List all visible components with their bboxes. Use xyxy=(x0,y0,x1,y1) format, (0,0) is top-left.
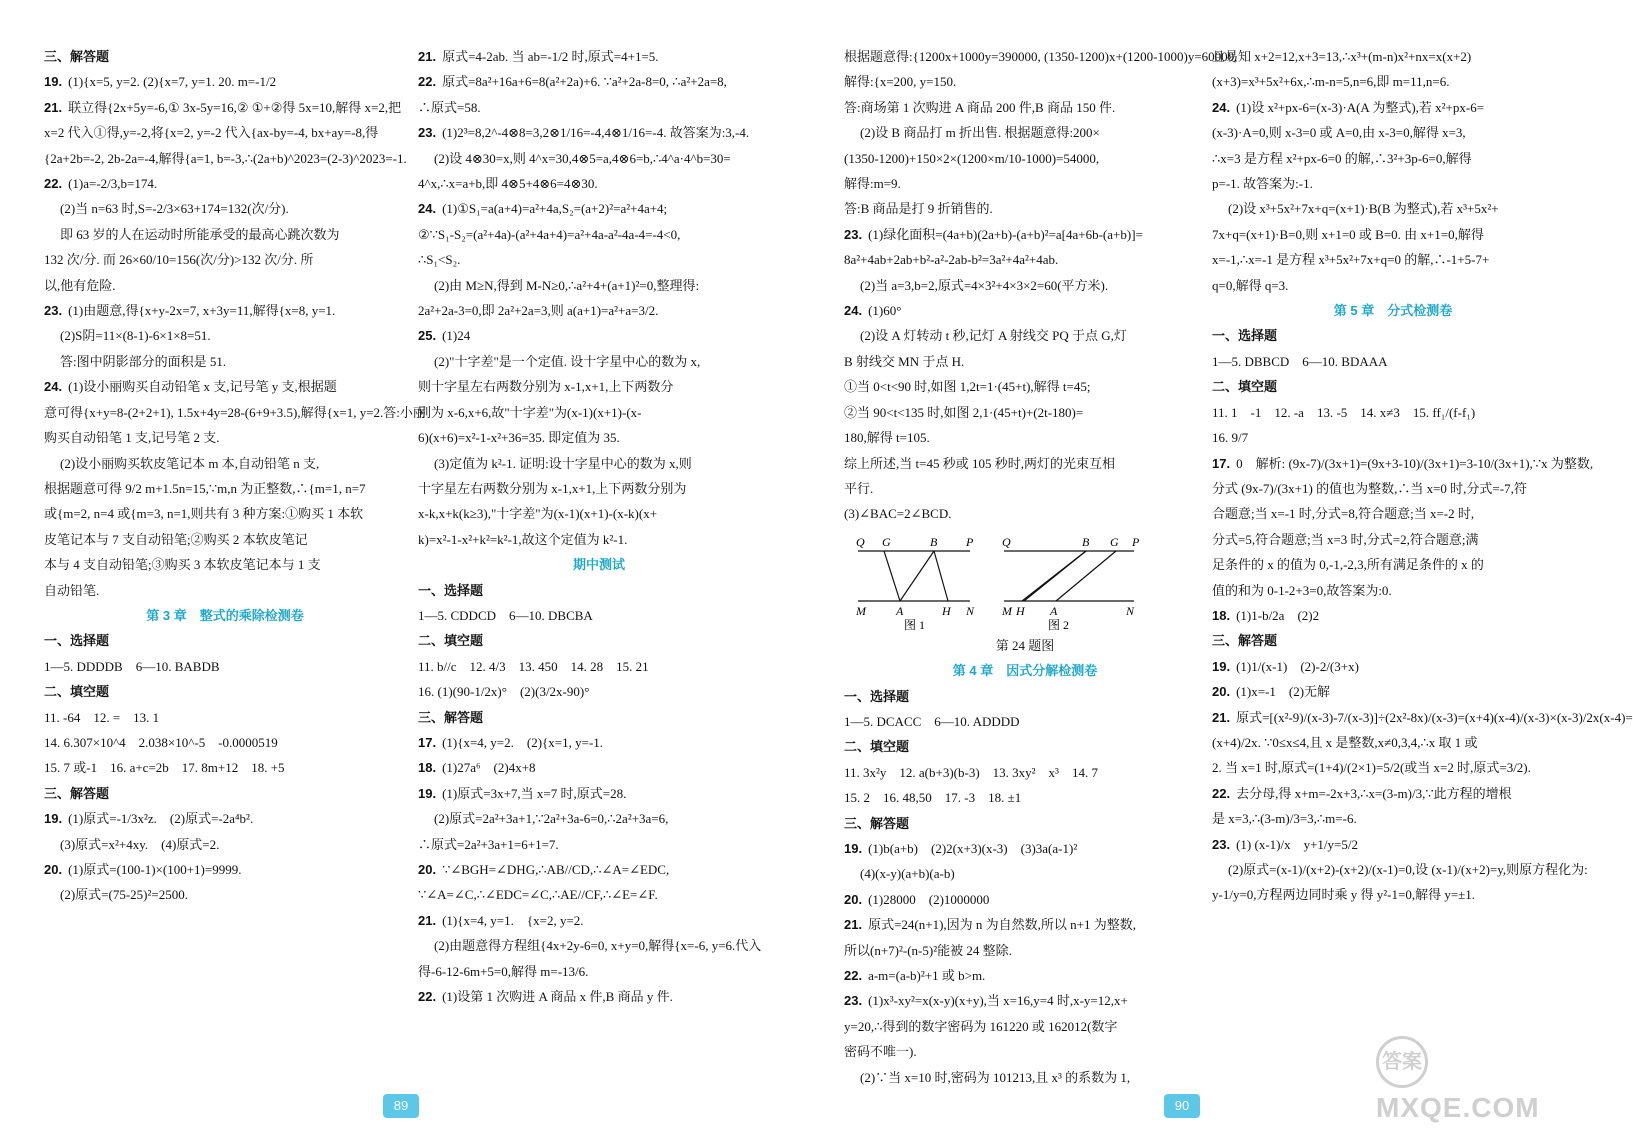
geometry-diagram xyxy=(844,531,1164,631)
question-number: 23. xyxy=(844,226,863,242)
question-line xyxy=(418,755,780,780)
answer-line: p=-1. 故答案为:-1. xyxy=(1212,176,1313,192)
answer-text: (1)28000 (2)1000000 xyxy=(868,891,990,907)
figure-question-24 xyxy=(844,531,1206,631)
answer-line: 所以(n+7)²-(n-5)²能被 24 整除. xyxy=(844,942,1012,958)
fig1-point-label: H xyxy=(942,603,951,618)
answer-line: 或{m=2, n=4 或{m=3, n=1,则共有 3 种方案:①购买 1 本软 xyxy=(44,506,364,522)
chapter-title: 期中测试 xyxy=(572,557,625,573)
fig1-point-label: G xyxy=(882,534,891,549)
question-number: 21. xyxy=(1212,709,1231,725)
answer-text: 原式=[(x²-9)/(x-3)-7/(x-3)]÷(2x²-8x)/(x-3)=(x+4)(x-4)/(x-3)×(x-3)/2x(x-4)= xyxy=(1236,709,1633,725)
answer-line: 15. 7 或-1 16. a+c=2b 17. 8m+12 18. +5 xyxy=(44,760,285,776)
answer-text: (1)27a⁶ (2)4x+8 xyxy=(442,760,536,776)
answer-line: 4^x,∴x=a+b,即 4⊗5+4⊗6=4⊗30. xyxy=(418,176,598,192)
answer-text: a-m=(a-b)²+1 或 b>m. xyxy=(868,968,986,983)
answer-text: (1)2³=8,2^-4⊗8=3,2⊗1/16=-4,4⊗1/16=-4. 故答案为:3,-4. xyxy=(442,125,750,141)
question-number: 25. xyxy=(418,328,437,344)
answer-line: ②∵S₁-S₂=(a²+4a)-(a²+4a+4)=a²+4a-a²-4a-4=-4<0, xyxy=(418,226,681,242)
answer-line: 2a²+2a-3=0,即 2a²+2a=3,则 a(a+1)=a²+a=3/2. xyxy=(418,303,659,319)
answer-text: (1)设小丽购买自动铅笔 x 支,记号笔 y 支,根据题 xyxy=(68,379,337,395)
chapter-title: 第 5 章 分式检测卷 xyxy=(1333,303,1453,319)
section-heading: 二、填空题 xyxy=(1212,379,1278,395)
answer-text: (1)原式=-1/3x²z. (2)原式=-2a⁴b². xyxy=(68,811,267,827)
answer-line: 答:图中阴影部分的面积是 51. xyxy=(60,353,227,369)
page-number-right: 90 xyxy=(1164,1094,1200,1118)
question-line xyxy=(418,323,780,348)
answer-line: (2)设 4⊗30=x,则 4^x=30,4⊗5=a,4⊗6=b,∴4^a·4^b=30= xyxy=(434,150,731,166)
answer-line: 答:商场第 1 次购进 A 商品 200 件,B 商品 150 件. xyxy=(844,99,1116,115)
answer-text: (1)设第 1 次购进 A 商品 x 件,B 商品 y 件. xyxy=(442,989,673,1005)
answer-text: (1){x=4, y=1. {x=2, y=2. xyxy=(442,912,584,928)
question-line xyxy=(1212,654,1574,679)
answer-line: 根据题意可得 9/2 m+1.5n=15,∵m,n 为正整数,∴{m=1, n=7 xyxy=(44,480,366,496)
answer-line: 即 63 岁的人在运动时所能承受的最高心跳次数为 xyxy=(60,226,340,242)
answer-line: 16. (1)(90-1/2x)° (2)(3/2x-90)° xyxy=(418,684,590,700)
answer-text: (1)1/(x-1) (2)-2/(3+x) xyxy=(1236,658,1359,674)
section-heading: 三、解答题 xyxy=(1212,633,1278,649)
question-number: 18. xyxy=(1212,607,1231,623)
answer-line: (2)S阴=11×(8-1)-6×1×8=51. xyxy=(60,328,211,344)
answer-line: (2)设 x³+5x²+7x+q=(x+1)·B(B 为整式),若 x³+5x²+ xyxy=(1228,201,1499,217)
fig1-ray-ga xyxy=(884,551,900,601)
answer-text: (1)绿化面积=(4a+b)(2a+b)-(a+b)²=a[4a+6b-(a+b)]= xyxy=(868,226,1143,242)
question-number: 20. xyxy=(418,862,437,877)
question-number: 24. xyxy=(844,303,863,319)
answer-text: 原式=4-2ab. 当 ab=-1/2 时,原式=4+1=5. xyxy=(442,49,659,64)
question-line xyxy=(844,298,1206,323)
figure-caption: 第 24 题图 xyxy=(995,637,1055,653)
fig1-point-label: Q xyxy=(856,534,865,549)
answer-line: 综上所述,当 t=45 秒或 105 秒时,两灯的光束互相 xyxy=(844,455,1115,471)
question-line xyxy=(1212,832,1574,857)
answer-line: 11. 3x²y 12. a(b+3)(b-3) 13. 3xy² x³ 14. 7 xyxy=(844,764,1098,780)
answer-line: ∴原式=58. xyxy=(418,99,481,115)
answer-line: ②当 90<t<135 时,如图 2,1·(45+t)+(2t-180)= xyxy=(844,404,1084,420)
question-line xyxy=(1212,679,1574,704)
answer-text: (1)x=-1 (2)无解 xyxy=(1236,684,1331,700)
section-heading: 三、解答题 xyxy=(44,49,110,64)
answer-line: (2)原式=(x-1)/(x+2)-(x+2)/(x-1)=0,设 (x-1)/(x+2)=y,则原方程化为: xyxy=(1228,862,1588,877)
answer-line: 密码不唯一). xyxy=(844,1044,917,1060)
answer-line: k)=x²-1-x²+k²=k²-1,故这个定值为 k²-1. xyxy=(418,531,628,547)
question-line xyxy=(418,120,780,145)
answer-text: (1)a=-2/3,b=174. xyxy=(68,176,158,192)
answer-text: ∵∠BGH=∠DHG,∴AB//CD,∴∠A=∠EDC, xyxy=(442,862,670,877)
fig2-point-label: H xyxy=(1016,603,1025,618)
answer-line: (2)设 B 商品打 m 折出售. 根据题意得:200× xyxy=(860,125,1100,141)
fig2-ray-b xyxy=(1024,551,1086,601)
answer-line: 11. b//c 12. 4/3 13. 450 14. 28 15. 21 xyxy=(418,658,649,674)
question-number: 19. xyxy=(418,785,437,801)
fig2-point-label: N xyxy=(1126,603,1135,618)
question-line xyxy=(44,69,406,94)
fig2-ray-ag xyxy=(1056,551,1116,601)
section-heading: 三、解答题 xyxy=(44,785,110,801)
question-line xyxy=(44,298,406,323)
answer-line: 值的和为 0-1-2+3=0,故答案为:0. xyxy=(1212,582,1392,598)
question-line xyxy=(844,836,1206,861)
answer-text: (1)设 x²+px-6=(x-3)·A(A 为整式),若 x²+px-6= xyxy=(1236,99,1485,115)
answer-line: 16. 9/7 xyxy=(1212,430,1249,446)
question-line xyxy=(44,95,406,120)
column-4 xyxy=(1212,44,1633,1084)
answer-line: 平行. xyxy=(844,480,874,496)
answer-line: (3)∠BAC=2∠BCD. xyxy=(844,506,952,522)
answer-line: 合题意;当 x=-1 时,分式=8,符合题意;当 x=-2 时, xyxy=(1212,506,1475,522)
answer-text: (1)24 xyxy=(442,328,471,344)
section-heading: 三、解答题 xyxy=(844,815,910,831)
question-number: 23. xyxy=(44,303,63,319)
section-heading: 一、选择题 xyxy=(1212,328,1278,344)
question-line xyxy=(1212,95,1574,120)
answer-line: 132 次/分. 而 26×60/10=156(次/分)>132 次/分. 所 xyxy=(44,252,314,268)
answer-line: 2. 当 x=1 时,原式=(1+4)/(2×1)=5/2(或当 x=2 时,原式=3/2). xyxy=(1212,760,1531,776)
answer-line: 1—5. DCACC 6—10. ADDDD xyxy=(844,713,1020,729)
fig1-caption: 图 1 xyxy=(904,617,926,632)
section-heading: 二、填空题 xyxy=(44,684,110,700)
question-number: 20. xyxy=(1212,684,1231,700)
chapter-title: 第 4 章 因式分解检测卷 xyxy=(952,663,1098,679)
answer-line: 解得:m=9. xyxy=(844,176,901,192)
question-number: 21. xyxy=(418,912,437,928)
answer-text: 原式=24(n+1),因为 n 为自然数,所以 n+1 为整数, xyxy=(868,917,1136,933)
answer-line: 7x+q=(x+1)·B=0,则 x+1=0 或 B=0. 由 x+1=0,解得 xyxy=(1212,226,1484,242)
answer-line: q=0,解得 q=3. xyxy=(1212,277,1289,293)
question-number: 19. xyxy=(1212,658,1231,674)
question-number: 23. xyxy=(1212,836,1231,852)
answer-text: (1)b(a+b) (2)2(x+3)(x-3) (3)3a(a-1)² xyxy=(868,840,1078,856)
answer-line: 本与 4 支自动铅笔;③购买 3 本软皮笔记本与 1 支 xyxy=(44,557,321,573)
answer-text: (1)60° xyxy=(868,303,902,319)
answer-line: 购买自动铅笔 1 支,记号笔 2 支. xyxy=(44,430,220,446)
question-line xyxy=(418,44,780,69)
column-1 xyxy=(44,44,426,1084)
answer-line: (3)定值为 k²-1. 证明:设十字星中心的数为 x,则 xyxy=(434,455,692,471)
question-line xyxy=(1212,781,1574,806)
fig1-point-label: A xyxy=(896,603,904,618)
question-number: 22. xyxy=(44,176,63,192)
question-number: 19. xyxy=(44,74,63,90)
question-line xyxy=(418,908,780,933)
question-line xyxy=(844,887,1206,912)
fig1-point-label: P xyxy=(966,534,974,549)
answer-line: (x+3)=x³+5x²+6x,∴m-n=5,n=6,即 m=11,n=6. xyxy=(1212,74,1450,90)
answer-line: 自动铅笔. xyxy=(44,582,100,598)
fig2-point-label: G xyxy=(1110,534,1119,549)
question-line xyxy=(1212,705,1633,730)
answer-line: 1—5. DBBCD 6—10. BDAAA xyxy=(1212,353,1388,369)
answer-line: B 射线交 MN 于点 H. xyxy=(844,353,965,369)
answer-line: (2)当 n=63 时,S=-2/3×63+174=132(次/分). xyxy=(60,201,289,217)
answer-line: 以,他有危险. xyxy=(44,277,116,293)
answer-line: (2)∵当 x=10 时,密码为 101213,且 x³ 的系数为 1, xyxy=(860,1069,1131,1085)
answer-line: 6)(x+6)=x²-1-x²+36=35. 即定值为 35. xyxy=(418,430,620,446)
answer-line: 11. -64 12. = 13. 1 xyxy=(44,709,160,725)
answer-line: (2)原式=2a²+3a+1,∵2a²+3a-6=0,∴2a²+3a=6, xyxy=(434,811,669,827)
answer-line: (2)由题意得方程组{4x+2y-6=0, x+y=0,解得{x=-6, y=6.代入 xyxy=(434,938,762,954)
section-heading: 二、填空题 xyxy=(418,633,484,649)
question-line xyxy=(418,730,780,755)
question-number: 17. xyxy=(1212,455,1231,471)
answer-line: 十字星左右两数分别为 x-1,x+1,上下两数分别为 xyxy=(418,480,687,496)
question-line xyxy=(418,857,780,882)
answer-text: (1){x=5, y=2. (2){x=7, y=1. 20. m=-1/2 xyxy=(68,74,277,90)
answer-line: x=-1,∴x=-1 是方程 x³+5x²+7x+q=0 的解,∴-1+5-7+ xyxy=(1212,252,1490,268)
answer-line: 1—5. CDDCD 6—10. DBCBA xyxy=(418,607,593,623)
question-number: 22. xyxy=(844,968,863,983)
question-number: 19. xyxy=(844,840,863,856)
column-2 xyxy=(418,44,780,1084)
question-number: 22. xyxy=(418,989,437,1005)
answer-line: (2)设 A 灯转动 t 秒,记灯 A 射线交 PQ 于点 G,灯 xyxy=(860,328,1127,344)
section-heading: 一、选择题 xyxy=(844,688,910,704)
question-number: 23. xyxy=(844,993,863,1009)
answer-line: x=2 代入①得,y=-2,将{x=2, y=-2 代入{ax-by=-4, bx+ay=-8,得 xyxy=(44,125,379,141)
answer-line: 则十字星左右两数分别为 x-1,x+1,上下两数分 xyxy=(418,379,674,395)
question-line xyxy=(844,222,1206,247)
answer-line: ∴x=3 是方程 x²+px-6=0 的解,∴3²+3p-6=0,解得 xyxy=(1212,150,1472,166)
question-line xyxy=(418,984,780,1009)
section-heading: 一、选择题 xyxy=(418,582,484,598)
answer-line: 根据题意得:{1200x+1000y=390000, (1350-1200)x+(1200-1000)y=60000, xyxy=(844,49,1238,64)
fig1-point-label: M xyxy=(856,603,866,618)
answer-text: 0 解析: (9x-7)/(3x+1)=(9x+3-10)/(3x+1)=3-10/(3x+1),∵x 为整数, xyxy=(1236,455,1594,471)
fig1-ray-bh xyxy=(934,551,948,601)
question-number: 21. xyxy=(844,917,863,933)
watermark xyxy=(1376,1036,1596,1128)
question-line xyxy=(844,988,1206,1013)
fig1-point-label: N xyxy=(966,603,975,618)
question-line xyxy=(44,857,406,882)
watermark-badge: 答案 xyxy=(1376,1036,1428,1088)
question-line xyxy=(44,806,406,831)
question-line xyxy=(418,196,780,221)
fig2-point-label: B xyxy=(1082,534,1090,549)
answer-line: 分式=5,符合题意;当 x=3 时,分式=2,符合题意;满 xyxy=(1212,531,1479,547)
question-line xyxy=(844,912,1206,937)
answer-line: 别为 x-6,x+6,故"十字差"为(x-1)(x+1)-(x- xyxy=(418,404,642,420)
answer-line: (2)原式=(75-25)²=2500. xyxy=(60,887,188,903)
answer-text: (1)原式=(100-1)×(100+1)=9999. xyxy=(68,862,242,877)
answer-line: 答:B 商品是打 9 折销售的. xyxy=(844,201,993,217)
answer-line: y=20,∴得到的数字密码为 161220 或 162012(数字 xyxy=(844,1018,1118,1034)
question-number: 19. xyxy=(44,811,63,827)
fig2-point-label: Q xyxy=(1002,534,1011,549)
answer-line: ∴S₁<S₂. xyxy=(418,252,461,268)
watermark-url: MXQE.COM xyxy=(1376,1092,1540,1123)
answer-line: {2a+2b=-2, 2b-2a=-4,解得{a=1, b=-3,∴(2a+b)^2023=(2-3)^2023=-1. xyxy=(44,150,407,166)
question-number: 21. xyxy=(44,99,63,115)
question-line xyxy=(418,781,780,806)
answer-line: 皮笔记本与 7 支自动铅笔;②购买 2 本软皮笔记 xyxy=(44,531,308,547)
answer-line: 是 x=3,∴(3-m)/3=3,∴m=-6. xyxy=(1212,811,1357,827)
answer-line: (x-3)·A=0,则 x-3=0 或 A=0,由 x-3=0,解得 x=3, xyxy=(1212,125,1466,141)
question-number: 20. xyxy=(44,862,63,877)
answer-line: 8a²+4ab+2ab+b²-a²-2ab-b²=3a²+4a²+4ab. xyxy=(844,252,1059,268)
answer-text: (1)原式=3x+7,当 x=7 时,原式=28. xyxy=(442,785,627,801)
answer-line: 得-6-12-6m+5=0,解得 m=-13/6. xyxy=(418,963,589,979)
answer-line: (2)设小丽购买软皮笔记本 m 本,自动铅笔 n 支, xyxy=(60,455,320,471)
page-number-left: 89 xyxy=(383,1094,419,1118)
answer-line: (2)由 M≥N,得到 M-N≥0,∴a²+4+(a+1)²=0,整理得: xyxy=(434,277,700,293)
question-line xyxy=(44,374,406,399)
fig2-point-label: A xyxy=(1050,603,1058,618)
answer-line: 意可得{x+y=8-(2+2+1), 1.5x+4y=28-(6+9+3.5),解得{x=1, y=2.答:小丽 xyxy=(44,404,426,420)
answer-text: (1)1-b/2a (2)2 xyxy=(1236,607,1320,623)
answer-line: ∵∠A=∠C,∴∠EDC=∠C,∴AE//CF,∴∠E=∠F. xyxy=(418,887,658,903)
section-heading: 一、选择题 xyxy=(44,633,110,649)
fig2-caption: 图 2 xyxy=(1048,617,1070,632)
fig2-point-label: P xyxy=(1132,534,1140,549)
question-line xyxy=(1212,451,1594,476)
answer-line: 11. 1 -1 12. -a 13. -5 14. x≠3 15. ff₁/(f-f₁) xyxy=(1212,404,1476,420)
question-number: 23. xyxy=(418,125,437,141)
answer-text: 原式=8a²+16a+6=8(a²+2a)+6. ∵a²+2a-8=0, ∴a²+2a=8, xyxy=(442,74,727,90)
answer-text: (1)①S₁=a(a+4)=a²+4a,S₂=(a+2)²=a²+4a+4; xyxy=(442,201,668,217)
answer-text: (1) (x-1)/x y+1/y=5/2 xyxy=(1236,836,1358,852)
answer-line: 且易知 x+2=12,x+3=13,∴x³+(m-n)x²+nx=x(x+2) xyxy=(1212,49,1472,64)
answer-line: x-k,x+k(k≥3),"十字差"为(x-1)(x+1)-(x-k)(x+ xyxy=(418,506,658,522)
question-line xyxy=(418,69,780,94)
answer-line: (x+4)/2x. ∵0≤x≤4,且 x 是整数,x≠0,3,4,∴x 取 1 或 xyxy=(1212,734,1478,750)
answer-line: (2)"十字差"是一个定值. 设十字星中心的数为 x, xyxy=(434,353,701,369)
question-number: 24. xyxy=(44,379,63,395)
answer-text: 联立得{2x+5y=-6,① 3x-5y=16,② ①+②得 5x=10,解得 x=2,把 xyxy=(68,99,402,115)
answer-line: 解得:{x=200, y=150. xyxy=(844,74,957,90)
answer-line: (3)原式=x²+4xy. (4)原式=2. xyxy=(60,836,220,852)
answer-line: 1—5. DDDDB 6—10. BABDB xyxy=(44,658,220,674)
question-number: 17. xyxy=(418,734,437,750)
chapter-title: 第 3 章 整式的乘除检测卷 xyxy=(146,607,304,623)
fig2-point-label: M xyxy=(1002,603,1012,618)
section-heading: 三、解答题 xyxy=(418,709,484,725)
question-number: 20. xyxy=(844,891,863,907)
answer-line: (4)(x-y)(a+b)(a-b) xyxy=(860,866,955,882)
question-number: 18. xyxy=(418,760,437,776)
answer-line: y-1/y=0,方程两边同时乘 y 得 y²-1=0,解得 y=±1. xyxy=(1212,887,1476,903)
question-number: 24. xyxy=(418,201,437,217)
question-number: 24. xyxy=(1212,99,1231,115)
question-line xyxy=(1212,603,1574,628)
answer-line: 14. 6.307×10^4 2.038×10^-5 -0.0000519 xyxy=(44,734,278,750)
question-number: 22. xyxy=(418,74,437,90)
question-line xyxy=(844,963,1206,988)
answer-line: ①当 0<t<90 时,如图 1,2t=1·(45+t),解得 t=45; xyxy=(844,379,1091,395)
answer-line: 足条件的 x 的值为 0,-1,-2,3,所有满足条件的 x 的 xyxy=(1212,557,1484,573)
answer-text: 去分母,得 x+m=-2x+3,∴x=(3-m)/3,∵此方程的增根 xyxy=(1236,785,1512,801)
question-number: 21. xyxy=(418,49,437,64)
answer-line: 180,解得 t=105. xyxy=(844,430,930,446)
answer-line: 15. 2 16. 48,50 17. -3 18. ±1 xyxy=(844,790,1022,806)
question-number: 22. xyxy=(1212,785,1231,801)
answer-text: (1)x³-xy²=x(x-y)(x+y),当 x=16,y=4 时,x-y=12,x+ xyxy=(868,993,1128,1009)
section-heading: 二、填空题 xyxy=(844,739,910,755)
answer-line: (2)当 a=3,b=2,原式=4×3²+4×3×2=60(平方米). xyxy=(860,277,1109,293)
fig1-ray-ba xyxy=(900,551,934,601)
fig1-point-label: B xyxy=(930,534,938,549)
answer-line: (1350-1200)+150×2×(1200×m/10-1000)=54000, xyxy=(844,150,1100,166)
answer-line: ∴原式=2a²+3a+1=6+1=7. xyxy=(418,836,559,852)
answer-text: (1){x=4, y=2. (2){x=1, y=-1. xyxy=(442,734,604,750)
answer-text: (1)由题意,得{x+y-2x=7, x+3y=11,解得{x=8, y=1. xyxy=(68,303,336,319)
answer-line: 分式 (9x-7)/(3x+1) 的值也为整数,∴当 x=0 时,分式=-7,符 xyxy=(1212,480,1527,496)
question-line xyxy=(44,171,406,196)
